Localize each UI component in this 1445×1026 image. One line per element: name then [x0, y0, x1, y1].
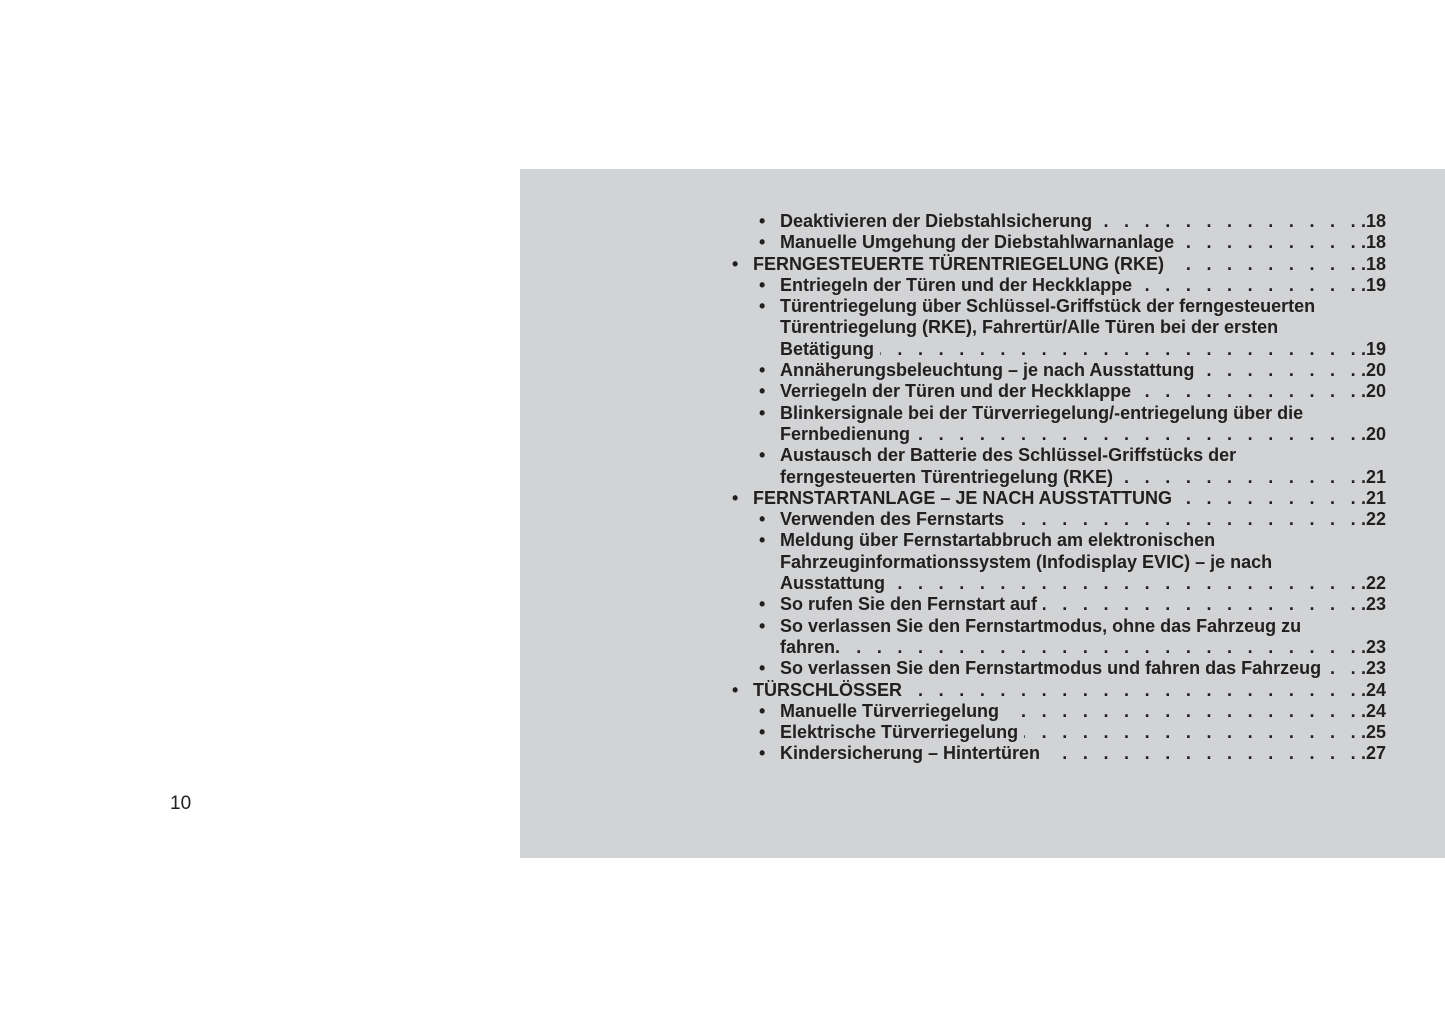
toc-entry-final-line: [780, 637, 1386, 658]
toc-entry-title: Manuelle Umgehung der Diebstahlwarnanlage: [780, 232, 1175, 253]
toc-entry-final-line: [780, 573, 1386, 594]
dot-leader: [1098, 211, 1361, 232]
toc-entry-text-line: Türentriegelung über Schlüssel-Griffstück der ferngesteuerten: [780, 296, 1316, 317]
toc-entry-final-line: [780, 467, 1386, 488]
bullet-icon: •: [759, 722, 766, 743]
dot-leader: [1137, 381, 1361, 402]
toc-entry-final-line: [780, 232, 1386, 253]
bullet-icon: •: [759, 360, 766, 381]
toc-entry-title: ferngesteuerten Türentriegelung (RKE): [780, 466, 1114, 487]
toc-section-entry[interactable]: [732, 488, 1386, 509]
dot-leader: [1170, 254, 1361, 275]
toc-subsection-entry[interactable]: [732, 594, 1386, 615]
dot-leader: [916, 424, 1361, 445]
bullet-icon: •: [759, 743, 766, 764]
toc-entry-final-line: [753, 254, 1386, 275]
toc-entry-text-line: Türentriegelung (RKE), Fahrertür/Alle Türen bei der ersten: [780, 317, 1279, 338]
toc-subsection-entry[interactable]: [732, 658, 1386, 679]
toc-page-number: .18: [1360, 211, 1386, 231]
toc-entry-final-line: [780, 594, 1386, 615]
dot-leader: [1178, 488, 1361, 509]
dot-leader: [1180, 232, 1361, 253]
toc-subsection-entry[interactable]: [732, 445, 1386, 488]
bullet-icon: •: [759, 296, 766, 317]
toc-subsection-entry[interactable]: [732, 211, 1386, 232]
dot-leader: [1119, 467, 1361, 488]
toc-entry-title: So verlassen Sie den Fernstartmodus und fahren das Fahrzeug: [780, 658, 1322, 679]
bullet-icon: •: [759, 658, 766, 679]
bullet-icon: •: [732, 253, 739, 274]
toc-entry-final-line: [753, 680, 1386, 701]
toc-entry-text-line: Fahrzeuginformationssystem (Infodisplay EVIC) – je nach: [780, 551, 1273, 572]
toc-entry-final-line: [780, 424, 1386, 445]
dot-leader: [1327, 658, 1361, 679]
dot-leader: [1200, 360, 1361, 381]
toc-page-number: .25: [1360, 722, 1386, 743]
dot-leader: [1138, 275, 1361, 296]
toc-page-number: .22: [1360, 573, 1386, 594]
toc-entry-title: Verriegeln der Türen und der Heckklappe: [780, 381, 1132, 402]
toc-page-number: .18: [1360, 232, 1386, 253]
bullet-icon: •: [732, 487, 739, 508]
toc-page-number: .23: [1360, 594, 1386, 615]
toc-entry-title: Deaktivieren der Diebstahlsicherung: [780, 211, 1093, 231]
bullet-icon: •: [759, 700, 766, 721]
toc-section-entry[interactable]: [732, 680, 1386, 701]
toc-entry-title: Verwenden des Fernstarts: [780, 509, 1005, 530]
toc-section-entry[interactable]: [732, 254, 1386, 275]
dot-leader: [1043, 594, 1361, 615]
toc-entry-final-line: [780, 211, 1386, 232]
toc-entry-title: Manuelle Türverriegelung: [780, 700, 1000, 721]
toc-subsection-entry[interactable]: [732, 381, 1386, 402]
bullet-icon: •: [759, 274, 766, 295]
bullet-icon: •: [759, 615, 766, 636]
dot-leader: [891, 573, 1361, 594]
dot-leader: [1010, 509, 1361, 530]
toc-page-number: .22: [1360, 509, 1386, 530]
bullet-icon: •: [759, 530, 766, 551]
bullet-icon: •: [759, 594, 766, 615]
toc-subsection-entry[interactable]: [732, 275, 1386, 296]
toc-page-number: .27: [1360, 743, 1386, 764]
toc-entry-final-line: [780, 658, 1386, 679]
toc-entry-final-line: [780, 275, 1386, 296]
toc-entry-title: So rufen Sie den Fernstart auf: [780, 594, 1038, 615]
toc-entry-text-line: Meldung über Fernstartabbruch am elektronischen: [780, 530, 1216, 551]
toc-subsection-entry[interactable]: [732, 232, 1386, 253]
toc-page-number: .24: [1360, 679, 1386, 700]
toc-entry-title: FERNSTARTANLAGE – JE NACH AUSSTATTUNG: [753, 487, 1173, 508]
toc-subsection-entry[interactable]: [732, 743, 1386, 764]
bullet-icon: •: [732, 679, 739, 700]
toc-entry-final-line: [780, 381, 1386, 402]
dot-leader: [908, 680, 1361, 701]
dot-leader: [846, 637, 1361, 658]
toc-entry-text-line: Austausch der Batterie des Schlüssel-Griffstücks der: [780, 445, 1237, 466]
toc-subsection-entry[interactable]: [732, 701, 1386, 722]
toc-entry-text-line: So verlassen Sie den Fernstartmodus, ohne das Fahrzeug zu: [780, 615, 1302, 636]
bullet-icon: •: [759, 232, 766, 253]
dot-leader: [1046, 743, 1361, 764]
toc-subsection-entry[interactable]: [732, 509, 1386, 530]
toc-page-number: .20: [1360, 381, 1386, 402]
toc-page-number: .23: [1360, 658, 1386, 679]
bullet-icon: •: [759, 211, 766, 231]
toc-entry-title: Ausstattung: [780, 573, 885, 594]
dot-leader: [1005, 701, 1361, 722]
toc-page-number: .24: [1360, 700, 1386, 721]
toc-entry-title: FERNGESTEUERTE TÜRENTRIEGELUNG (RKE): [753, 253, 1165, 274]
toc-subsection-entry[interactable]: [732, 403, 1386, 446]
toc-entry-final-line: [780, 339, 1386, 360]
toc-entry-final-line: [780, 743, 1386, 764]
bullet-icon: •: [759, 445, 766, 466]
dot-leader: [880, 339, 1361, 360]
toc-subsection-entry[interactable]: [732, 616, 1386, 659]
toc-entry-title: Annäherungsbeleuchtung – je nach Ausstattung: [780, 360, 1195, 381]
toc-subsection-entry[interactable]: [732, 296, 1386, 360]
bullet-icon: •: [759, 402, 766, 423]
toc-subsection-entry[interactable]: [732, 360, 1386, 381]
toc-entry-final-line: [753, 488, 1386, 509]
toc-entry-title: Kindersicherung – Hintertüren: [780, 743, 1041, 764]
toc-entry-title: TÜRSCHLÖSSER: [753, 679, 903, 700]
bullet-icon: •: [759, 509, 766, 530]
table-of-contents: [732, 211, 1386, 765]
toc-entry-title: Elektrische Türverriegelung: [780, 722, 1019, 743]
toc-subsection-entry[interactable]: [732, 722, 1386, 743]
toc-entry-final-line: [780, 509, 1386, 530]
toc-page-number: .19: [1360, 338, 1386, 359]
toc-entry-title: Fernbedienung: [780, 423, 910, 444]
toc-page-number: .19: [1360, 274, 1386, 295]
toc-entry-final-line: [780, 360, 1386, 381]
toc-entry-final-line: [780, 701, 1386, 722]
toc-entry-final-line: [780, 722, 1386, 743]
toc-entry-title: fahren.: [780, 636, 841, 657]
toc-entry-title: Entriegeln der Türen und der Heckklappe: [780, 274, 1133, 295]
bullet-icon: •: [759, 381, 766, 402]
toc-page-number: .21: [1360, 487, 1386, 508]
toc-subsection-entry[interactable]: [732, 530, 1386, 594]
toc-entry-text-line: Blinkersignale bei der Türverriegelung/-entriegelung über die: [780, 402, 1304, 423]
table-of-contents-panel: [520, 169, 1445, 858]
dot-leader: [1024, 722, 1361, 743]
toc-entry-title: Betätigung: [780, 338, 874, 359]
toc-page-number: .23: [1360, 636, 1386, 657]
toc-page-number: .21: [1360, 466, 1386, 487]
toc-page-number: .20: [1360, 360, 1386, 381]
page-number: 10: [170, 793, 192, 814]
toc-page-number: .18: [1360, 253, 1386, 274]
toc-page-number: .20: [1360, 423, 1386, 444]
